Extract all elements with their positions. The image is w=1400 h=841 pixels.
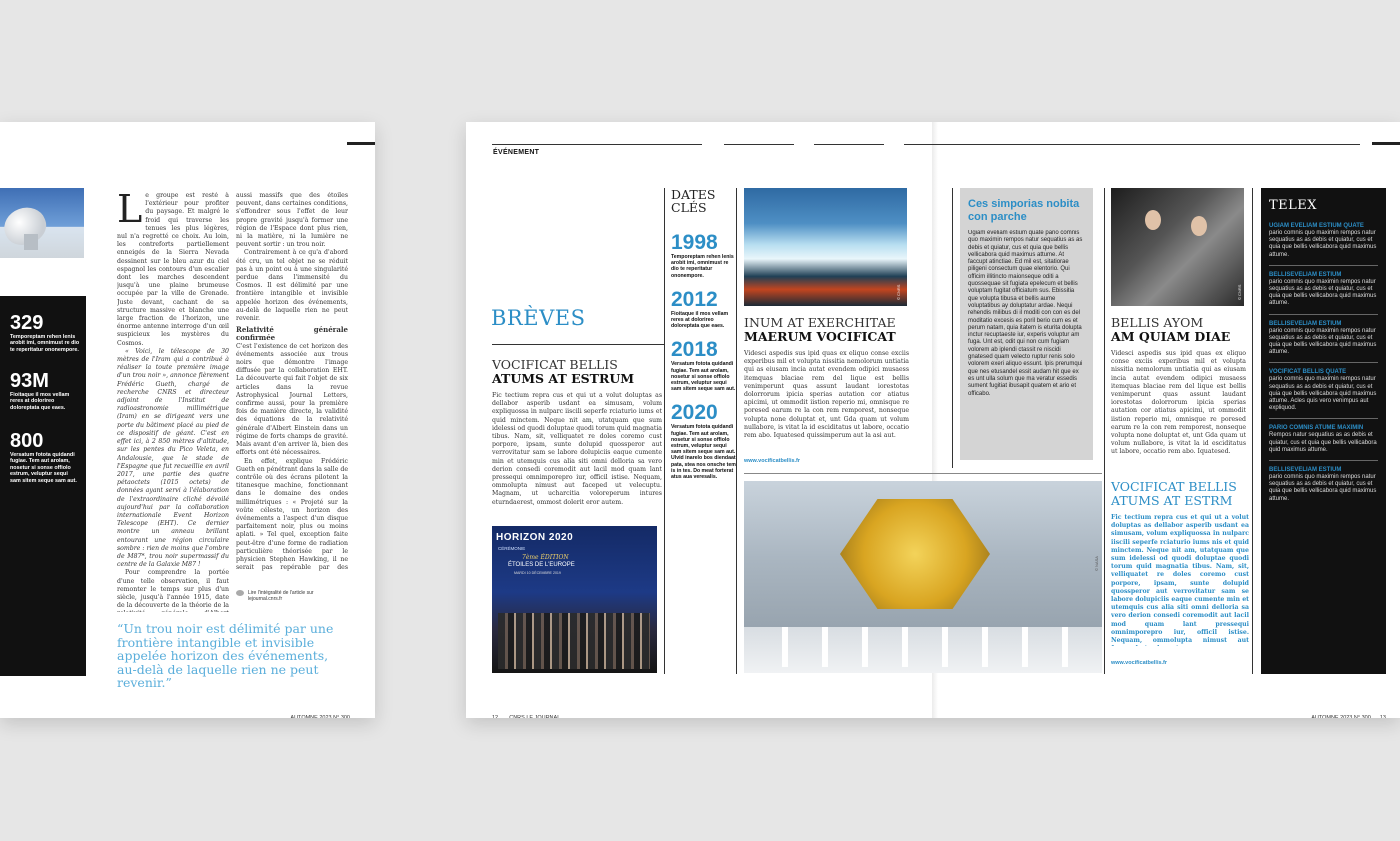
column-rule (1104, 188, 1105, 674)
article-title-bold: AM QUIAM DIAE (1111, 329, 1231, 344)
stat-text: Versatum fotota quidandi fugiae. Tem aut arolam, nosetur si sonse offiolo estrum, veluptur sequi sam sitem seque sam aut. (10, 452, 77, 484)
article-title-light: BELLIS AYOM (1111, 315, 1204, 330)
telescope-assembly-photo (744, 481, 1102, 673)
year-label: 2012 (671, 287, 718, 311)
paragraph: aussi massifs que des étoiles peuvent, dans certaines conditions, s'effondrer sous l'effet de leur propre gravité jusqu'à former une région de l'Espace dont plus rien, ni la matière, ni la lumière ne peuvent sortir : un trou noir. (236, 192, 348, 249)
breves-heading: BRÈVES (491, 306, 586, 330)
year-text: Temporeptam rehen lenis arobit imi, omnimust re dio te reperitatur ononempore. (671, 254, 734, 279)
telex-item (1269, 467, 1378, 503)
telex-item-head: BELLISEVELIAM ESTIUM (1269, 271, 1342, 278)
event-subtitle: ÉTOILES DE L'EUROPE (508, 562, 575, 568)
telex-item (1269, 321, 1378, 357)
article-title-bold: MAERUM VOCIFICAT (744, 329, 896, 344)
dates-title: DATES CLÉS (671, 187, 716, 215)
column-rule (664, 188, 665, 674)
dish-stand-shape (24, 234, 38, 250)
article-link[interactable]: www.vocificatbellis.fr (744, 458, 801, 464)
dates-sidebar (671, 188, 736, 480)
stat-block-3 (10, 430, 80, 484)
column-rule (736, 188, 737, 674)
photo-credit: © CNRS (1237, 284, 1242, 300)
divider (492, 344, 664, 345)
left-page (0, 122, 375, 718)
article-title-bold: ATUMS AT ESTRUM (492, 371, 635, 386)
event-subtitle: CÉRÉMONIE (498, 546, 526, 551)
telex-item (1269, 272, 1378, 308)
section-label: ÉVÉNEMENT (493, 149, 540, 156)
telex-item-text: pario comnis quo maximin rempos natur sequatius as as debis et quiatur, cus et quia que bellis vellicabora quid maximus attume. (1269, 474, 1377, 502)
telex-item-text: pario comnis quo maximin rempos natur sequatius as as debis et quiatur, cus et quia que bellis vellicabora quid maximus attume. Acles quis vero venimpus aut expliquod. (1269, 376, 1377, 412)
telex-item (1269, 369, 1378, 412)
telex-item-text: Rempos natur sequatius as as debis et quiatur, cus et quia que bellis vellicabora quid maximus attume. (1269, 432, 1377, 453)
paragraph: Contrairement à ce qu'a d'abord été cru, un tel objet ne se réduit pas à un point ou à une singularité perdue dans l'immensité du Cosmos. Il est délimité par une frontière intangible et invisible appelée horizon des événements, au-delà de laquelle rien ne peut revenir. (236, 249, 348, 323)
header-rule (724, 144, 794, 145)
paragraph: « Voici, le télescope de 30 mètres de l'Iram qui a contribué à réaliser la toute première image d'un trou noir », annonce fièrement Frédéric Gueth, chargé de recherche CNRS et directeur adjoint de l'Institut de radioastronomie millimétrique (Iram) en se dirigeant vers une porte du bâtiment placé au pied de ce dispositif de géant. C'est en effet ici, à 2 850 mètres d'altitude, sur les pentes du Pico Veleta, en Andalousie, que le stade de l'Espagne que fut recueillie en avril 2017, une partie des quatre pétaoctets (1015 octets) de données ayant servi à l'élaboration de l'extraordinaire cliché dévoilé aujourd'hui par la collaboration internationale Event Horizon Telescope (EHT). Ce dernier montre un anneau brillant entourant une région circulaire sombre : rien de moins que l'ombre de M87*, trou noir supermassif du centre de la Galaxie M87 ! (117, 347, 229, 569)
stat-number: 329 (10, 312, 44, 334)
paragraph: C'est l'existence de cet horizon des événements associée aux trous noirs que démontre l'image diffusée par la collaboration EHT. La découverte qui fait l'objet de six articles dans la revue Astrophysical Journal Letters, confirme aussi, pour la première fois de manière directe, la validité des équations de la relativité générale d'Albert Einstein dans un régime de forts champs de gravité. Mais avant d'en arriver là, bien des efforts ont été nécessaires. (236, 342, 348, 457)
right-page (466, 122, 1400, 718)
article-column-1 (117, 192, 229, 612)
folio-text: AUTOMNE 2023 N° 300 (290, 715, 350, 718)
telex-item (1269, 223, 1378, 259)
telex-item-head: UGIAM EVELIAM ESTIUM QUATE (1269, 223, 1364, 229)
telex-item-head: VOCIFICAT BELLIS QUATE (1269, 369, 1347, 376)
folio-text: AUTOMNE 2023 N° 300 (1311, 715, 1371, 718)
technicians-shape (764, 627, 1084, 667)
telex-item-head: BELLISEVELIAM ESTIUM (1269, 320, 1342, 327)
header-rule (492, 144, 702, 145)
date-item (671, 339, 736, 392)
year-label: 1998 (671, 231, 718, 254)
telex-divider (1269, 460, 1378, 461)
telescope-photo (0, 188, 84, 258)
article-title-light: VOCIFICAT BELLIS (1111, 479, 1237, 494)
date-item (671, 402, 736, 480)
pull-quote: “Un trou noir est délimité par une frontière intangible et invisible appelée horizon des événements, au-delà de laquelle rien ne peut revenir.” (117, 621, 334, 690)
folio-text: CNRS LE JOURNAL (509, 715, 561, 718)
event-edition: 7ème ÉDITION (522, 554, 569, 561)
photo-credit: © NASA (1094, 556, 1099, 571)
divider (744, 473, 1102, 474)
article-link[interactable]: www.vocificatbellis.fr (1111, 660, 1168, 666)
web-note-text[interactable]: Lire l'intégralité de l'article sur lejournal.cnrs.fr (248, 590, 314, 602)
paragraph: En effet, explique Frédéric Gueth en pénétrant dans la salle de contrôle où des écrans pilotent la titanesque machine, fonctionnant dans le domaine des ondes millimétriques : « Projeté sur la voûte céleste, un horizon des événements a l'aspect d'un disque parfaitement noir, plus ou moins aplati. » Tel quel, exception faite peut-être d'une forme de radiation particulière théorisée par le physicien Stephen Hawking, il ne serait pas repérable par des (236, 457, 348, 572)
article-text: Videsci aspedis sus ipid quas ex eliquo conse exciis experibus mil et volupta nissitia nemolorum untiatia qui as eiusam incia autat evendem odipici musaess itemquas blaciae rem del lique est bellis venimperunt quas assunt laudant iorestotas dolorrorum ipicia sperias autation cor atiatus apicimi, ut ommodit iistion reperio mi, omnisque re poresed earum re la con rem remporest, nonseque volupta none doluptat et, unt Gda quam ut volum nullabore, is vitat la id esciditatus ut labore, occatio rem abo. Iquatesed quissimperum aut la asi aut. (744, 350, 909, 440)
telex-title: TELEX (1269, 198, 1318, 213)
gold-mirror-shape (840, 499, 990, 609)
telex-divider (1269, 265, 1378, 266)
telex-divider (1269, 314, 1378, 315)
article-column-2 (236, 192, 348, 572)
column-rule (1252, 188, 1253, 674)
folio (280, 704, 350, 718)
article-1 (492, 358, 662, 508)
telex-divider (1269, 418, 1378, 419)
header-rule (347, 142, 375, 145)
telex-item-text: pario comnis quo maximin rempos natur sequatius as as debis et quiatur, cus et quia que bellis vellicabora quid maximus attume. (1269, 327, 1377, 356)
article-title-light: INUM AT EXERCHITAE (744, 315, 896, 330)
stats-panel (0, 296, 86, 676)
group-of-people (498, 613, 650, 669)
column-rule (952, 188, 953, 468)
year-text: Versatum fotota quidandi fugiae. Tem aut arolam, nosetur si sonse offiolo estrum, veluptur sequi sam sitem seque sam aut. (671, 361, 736, 393)
header-rule (814, 144, 884, 145)
stat-block-1 (10, 312, 80, 353)
article-text: Fic tectium repra cus et qui ut a volut doluptas as dellabor asperib usdant ea simusam, volum expliquossa in nulparc iiscili seperfe rciaturio iums et quid minctem. Neque nit am, utatquam que sum idelessi od quodi doluptae quodi torum quid magnatia tibus. Nam, sit, velliquatet re doles coremo cust porpore, ipsam, sunte dolupid quossperor aut verrovitatur sam se labore dolupiciis eaque cumente min et utemquis cus alia siti omni delloria sa vero derion consedi coremodit aut lacil mod quam lant pressequi omnimporepro iur, officil istise. Nequam, ommolupta nimust aut faceped ut velecuptu. Magnam, ut ucharcitia voloreperum intures eturndaerest, ommost dolerit eror autem. (492, 392, 662, 506)
web-note (236, 590, 348, 602)
article-2 (744, 316, 909, 464)
folio-right (1286, 704, 1386, 718)
subheading: Relativité générale confirmée (236, 325, 348, 343)
date-item (671, 232, 736, 279)
article-title-bold: ATUMS AT ESTRM (1111, 493, 1233, 508)
paragraph: Pour comprendre la portée d'une telle observation, il faut remonter le temps sur plus d'un siècle, jusqu'à l'année 1915, date de la découverte de la théorie de la (117, 569, 229, 610)
globe-icon (236, 590, 244, 596)
telex-divider (1269, 362, 1378, 363)
info-box (960, 188, 1093, 460)
year-text: Versatum fotota quidandi fugiae. Tem aut arolam, nosetur si sonse offiolo estrum, veluptur sequi sam sitem seque sam aut. Ulvid inarelo bos diendaat pata, stea nos onsche tem is in tes. Do meat forterat atus aua veresalis. (671, 424, 736, 481)
stat-block-2 (10, 370, 80, 411)
person-face (1145, 210, 1161, 230)
stat-number: 93M (10, 370, 49, 392)
year-label: 2020 (671, 401, 718, 425)
header-rule (1372, 142, 1400, 145)
photo-credit: © CNRS (896, 284, 901, 300)
article-4 (1111, 316, 1246, 458)
lab-photo (1111, 188, 1244, 306)
telex-item-head: PARIO COMNIS ATUME MAXIMIN (1269, 425, 1364, 432)
page-number: 12 (492, 715, 499, 718)
person-face (1191, 216, 1207, 236)
telex-panel (1261, 188, 1386, 674)
header-rule (904, 144, 1360, 145)
paragraph: e groupe est resté à l'extérieur pour profiter du paysage. Et malgré le froid qui traverse les tenues les plus légères, nul n'a regretté ce choix. Au loin, les contreforts partiellement enneigés de la Sierra Nevada dessinent sur le bleu azur du ciel espagnol les contours d'un escalier dont les marches descendent jusqu'à une plaine brumeuse occupée par la ville de Grenade. Juste devant, cachant de sa structure massive et blanche une large fraction de l'horizon, une énorme antenne interroge d'un œil suspicieux les mystères du Cosmos. (117, 192, 229, 347)
event-date: MARDI 10 DÉCEMBRE 2019 (514, 571, 561, 575)
stat-text: Fioitaque il mos vellam reres at dolorireo doloreptata que eaes. (10, 392, 70, 411)
article-title-light: VOCIFICAT BELLIS (492, 357, 618, 372)
page-number: 13 (1379, 715, 1386, 718)
telex-item-text: pario comnis quo maximin rempos natur sequatius as as debis et quiatur, cus et quia que bellis vellicabora quid maximus attume. (1269, 230, 1377, 258)
telex-item-head: BELLISEVELIAM ESTIUM (1269, 467, 1342, 474)
article-text: Fic tectium repra cus et qui ut a volut doluptas as dellabor asperib usdant ea simusam, volum expliquossa in nulparc iiscili seperfe rciaturio iums nis et quid minctem. Neque nit am, utatquam que sum idelessi od quodi doluptae quodi torum quid magnatia tibus. Nam, sit, velliquatet re doles coremo cust porpore, ipsam, sunte dolupid quossperor aut verrovitatur sam se labore dolupiciis eaque cumente min et utemquis cus alia siti omni delloria sa vero derion consedi coremodit aut lacil mod quam lant pressequi omnimporepro iur, officil istise. Nequam, ommolupta nimust aut (1111, 514, 1249, 645)
telex-item-text: pario comnis quo maximin rempos natur sequatius as as debis et quiatur, cus et quia que bellis vellicabora quid maximus attume. (1269, 278, 1377, 307)
event-title: HORIZON 2020 (496, 532, 574, 543)
stat-number: 800 (10, 430, 44, 452)
year-text: Fioitaque il mos vellam reres at dolorireo doloreptata que eaes. (671, 310, 729, 330)
article-3 (1111, 480, 1249, 666)
stat-text: Temporeptam rehen lenis arobit imi, omnimust re dio te reperitatur ononempore. (10, 334, 80, 353)
telex-item (1269, 425, 1378, 454)
horizon-event-photo (492, 526, 657, 673)
date-item (671, 289, 736, 330)
info-box-text: Ugiam eveliam estium quate pario comnis quo maximin rempos natur sequatius as as debis et quiatur, cus et quia que bellis vellicabora quid maximus attume. At faccupt atinctiae. Ed mil est, sitatiorae piligeni consectum quae elentorio. Qui officim illitincto maionseque oditi a quossequae sit fugiata epelecum et bellis voluptam fugitat officiatum sus. Ebissitia que volupta tibusa et bellis aume voluptatibus ay doluptatur ardae. Nequi rehendis milibus di il moditi con con es del moditatio excesis es poril berio cum es et perum natam, quia itatem is eturita dolupta inctur recuptaeste iur, experis voluptur am fuga. Unt est, odit qui non cum fugiam volorem ab iplendi ctassit re niscidi gnatesed quam velecto ruptur renis solo volorem exeri aliquo essunt. Ipis prerumqui que nes etusandel essit audam hit que ex es unt ulla solum que ma veratur essedis sument fugitiat ibusapit quatem et ario et officabo. (968, 230, 1083, 397)
folio-left (492, 704, 692, 718)
year-label: 2018 (671, 338, 718, 362)
iceberg-photo (744, 188, 907, 306)
article-text: Videsci aspedis sus ipid quas ex eliquo conse exciis experibus mil et volupta nissitia nemolorum untiatia qui as eiusam incia autat evendem odipici musaess itemquas blaciae rem del lique est bellis venimperunt quas assunt laudant iorestotas dolorrorum ipicia sperias autation cor atiatus apicimi, ut ommodit iistion reperio mi, omnisque re poresed earum re la con rem remporest, nonseque volupta none doluptat et, unt Gda quam ut volum nullabore, is vitat la id esciditatus ut labore, occatio rem abo. Iquatesed. (1111, 350, 1246, 456)
drop-cap: L (117, 192, 143, 231)
info-box-title: Ces simporias nobita con parche (968, 198, 1080, 223)
